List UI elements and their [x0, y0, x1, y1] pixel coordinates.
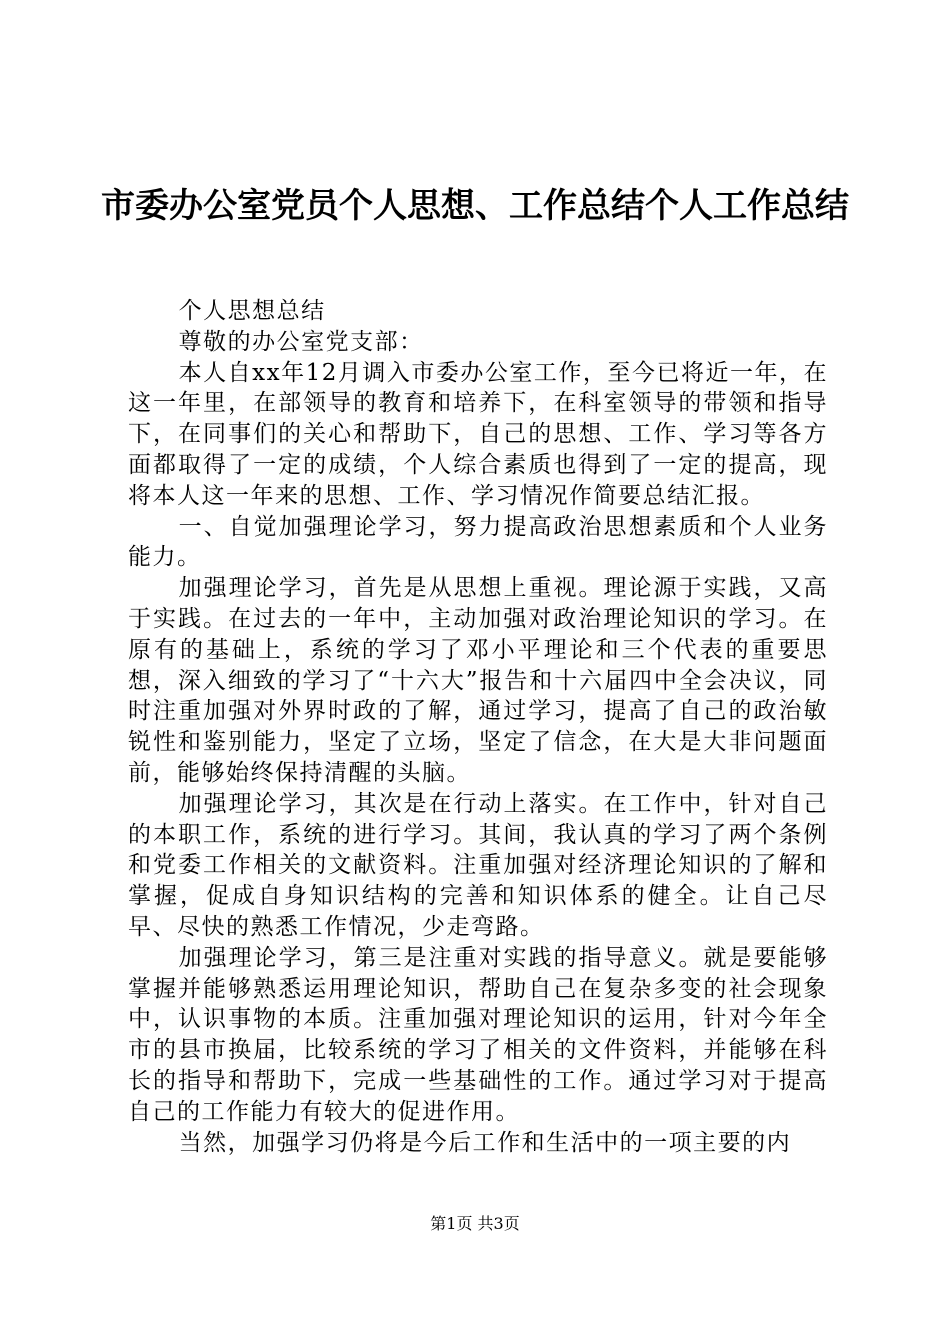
paragraph: 加强理论学习，首先是从思想上重视。理论源于实践，又高于实践。在过去的一年中，主动加强对政治理论知识的学习。在原有的基础上，系统的学习了邓小平理论和三个代表的重要思想，深入细致的学习了“十六大”报告和十六届四中全会决议，同时注重加强对外界时政的了解，通过学习，提高了自己的政治敏锐性和鉴别能力，坚定了立场，坚定了信念，在大是大非问题面前，能够始终保持清醒的头脑。	[128, 575, 828, 786]
document-title: 市委办公室党员个人思想、工作总结个人工作总结	[101, 186, 849, 226]
paragraph: 加强理论学习，第三是注重对实践的指导意义。就是要能够掌握并能够熟悉运用理论知识，帮助自己在复杂多变的社会现象中，认识事物的本质。注重加强对理论知识的运用，针对今年全市的县市换届，比较系统的学习了相关的文件资料，并能够在科长的指导和帮助下，完成一些基础性的工作。通过学习对于提高自己的工作能力有较大的促进作用。	[128, 944, 828, 1125]
document-body	[128, 296, 828, 1158]
salutation: 尊敬的办公室党支部：	[178, 328, 424, 355]
paragraph: 本人自xx年12月调入市委办公室工作，至今已将近一年，在这一年里，在部领导的教育和培养下，在科室领导的带领和指导下，在同事们的关心和帮助下，自己的思想、工作、学习等各方面都取得了一定的成绩，个人综合素质也得到了一定的提高，现将本人这一年来的思想、工作、学习情况作简要总结汇报。	[128, 359, 828, 509]
page-number-footer: 第1页 共3页	[430, 1214, 520, 1233]
section-heading: 一、自觉加强理论学习，努力提高政治思想素质和个人业务能力。	[128, 513, 828, 571]
paragraph: 当然，加强学习仍将是今后工作和生活中的一项主要的内	[178, 1129, 792, 1156]
paragraph: 加强理论学习，其次是在行动上落实。在工作中，针对自己的本职工作，系统的进行学习。其间，我认真的学习了两个条例和党委工作相关的文献资料。注重加强对经济理论知识的了解和掌握，促成自身知识结构的完善和知识体系的健全。让自己尽早、尽快的熟悉工作情况，少走弯路。	[128, 790, 828, 940]
section-heading: 个人思想总结	[178, 298, 326, 324]
